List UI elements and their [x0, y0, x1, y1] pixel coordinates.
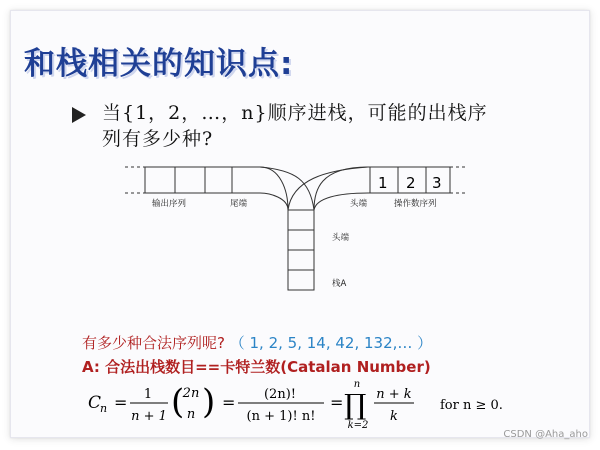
head-label-stack: 头端: [332, 233, 350, 243]
operand-1: 1: [378, 174, 388, 192]
tail-label: 尾端: [230, 199, 248, 209]
catalan-formula: [88, 378, 528, 430]
operand-3: 3: [432, 174, 442, 192]
question-prefix: 有多少种合法序列呢?: [82, 334, 225, 352]
frac3-den: k: [390, 409, 398, 424]
stack-label: 栈A: [332, 279, 347, 289]
catalan-sequence: （ 1, 2, 5, 14, 42, 132,… ）: [229, 334, 433, 352]
formula-lhs: C: [88, 393, 102, 413]
formula-lhs-sub: n: [100, 402, 108, 415]
frac1-den: n + 1: [131, 409, 167, 424]
frac1-num: 1: [143, 387, 153, 402]
frac2-num: (2n)!: [263, 387, 297, 402]
svg-text:=: =: [330, 393, 344, 412]
bullet-line-2: 列有多少种?: [102, 128, 214, 150]
svg-text:(: (: [171, 382, 185, 422]
binom-top: 2n: [182, 386, 200, 401]
watermark: CSDN @Aha_aho: [503, 429, 588, 440]
operand-sequence-label: 操作数序列: [394, 199, 437, 209]
product-symbol: ∏: [344, 388, 367, 421]
svg-text:=: =: [114, 393, 128, 412]
head-label-right: 头端: [350, 199, 368, 209]
answer-line: A: 合法出栈数目==卡特兰数(Catalan Number): [82, 358, 431, 376]
frac3-num: n + k: [376, 387, 412, 402]
bullet-arrow-icon: [72, 107, 86, 123]
bullet-text: [102, 100, 542, 152]
formula-condition: for n ≥ 0.: [440, 398, 503, 413]
operand-2: 2: [406, 174, 416, 192]
slide-title: 和栈相关的知识点:: [24, 46, 294, 82]
binom-bottom: n: [186, 407, 196, 422]
product-top: n: [353, 379, 361, 390]
svg-text:=: =: [222, 393, 236, 412]
stack-railroad-diagram: [120, 160, 470, 295]
output-sequence-label: 输出序列: [152, 199, 187, 209]
left-curve: [260, 167, 288, 210]
question-line: [82, 332, 432, 353]
svg-text:): ): [202, 382, 216, 422]
frac2-den: (n + 1)! n!: [246, 409, 316, 424]
product-bottom: k=2: [347, 420, 369, 430]
bullet-line-1: 当{1，2，…，n}顺序进栈，可能的出栈序: [102, 102, 488, 124]
